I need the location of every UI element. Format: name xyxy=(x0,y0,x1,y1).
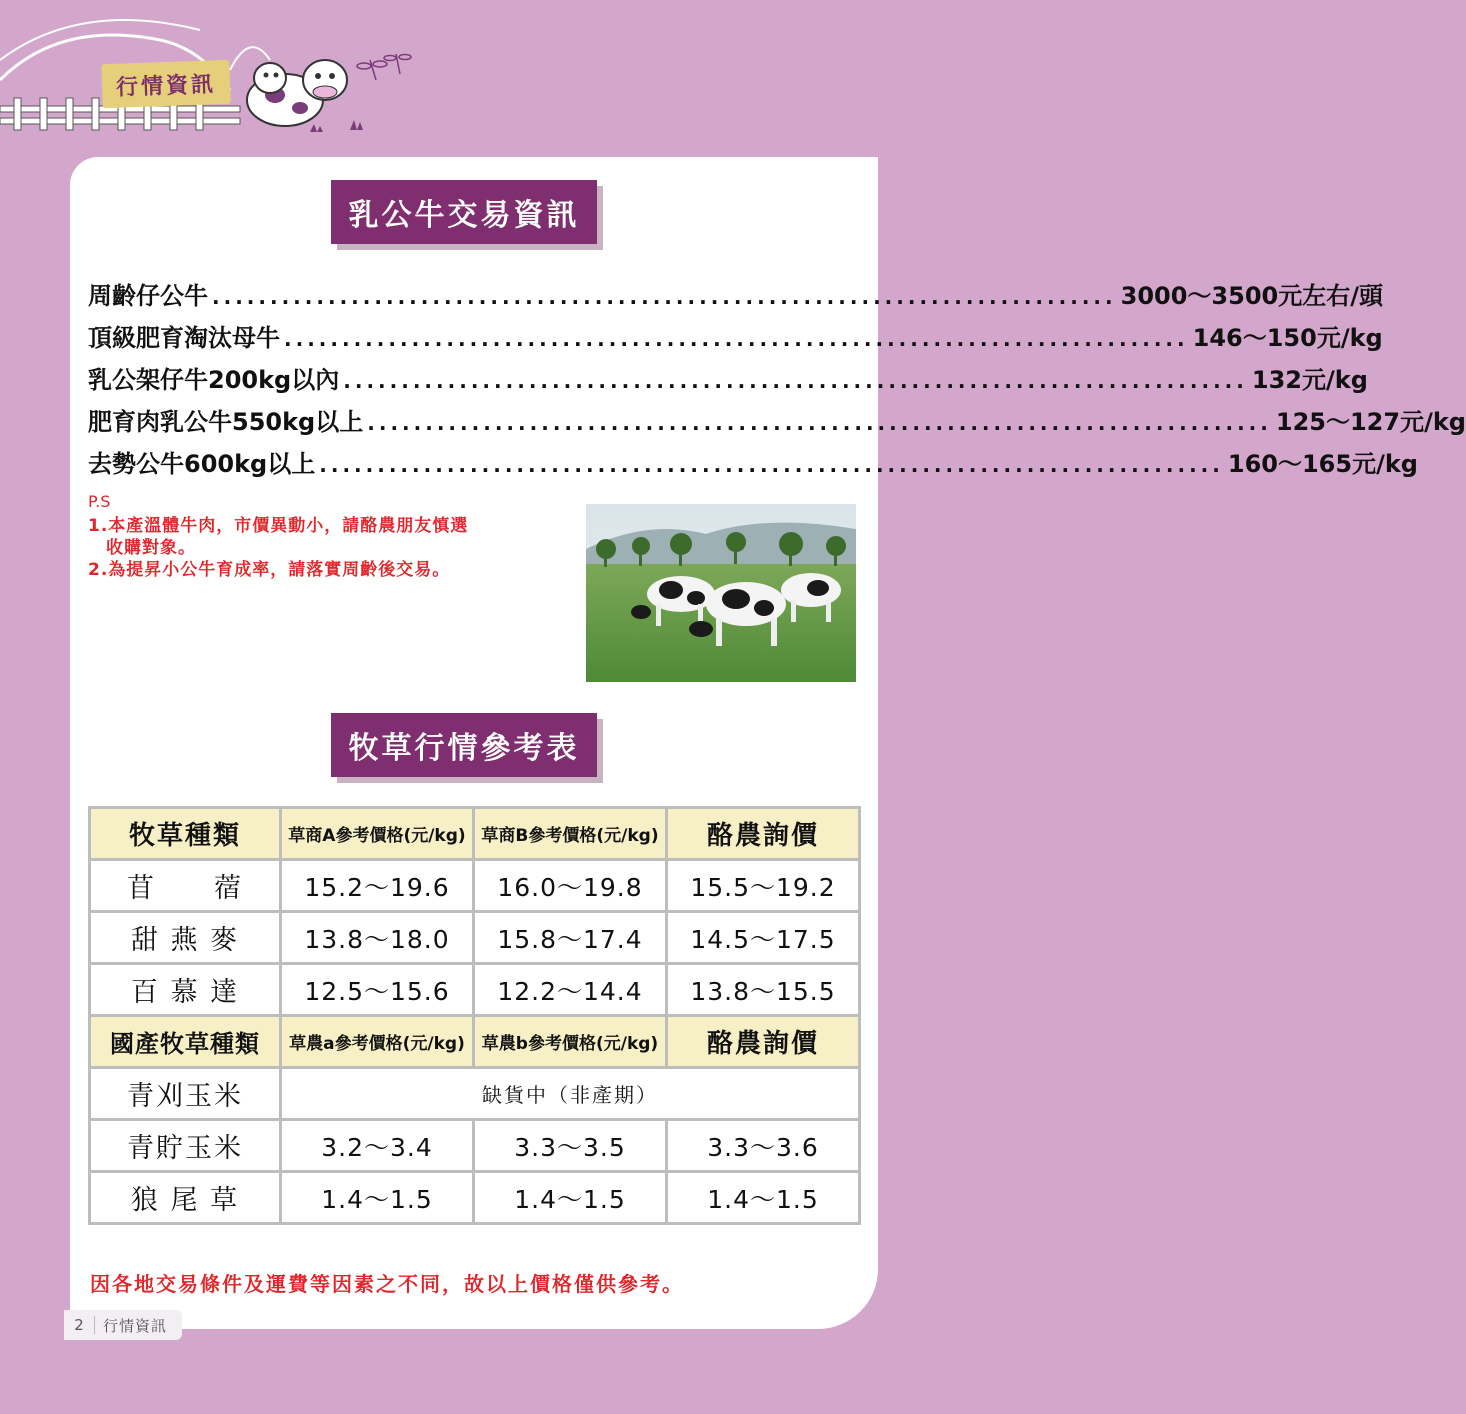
price-cell: 1.4～1.5 xyxy=(474,1172,667,1224)
forage-name: 青貯玉米 xyxy=(90,1120,281,1172)
price-name: 頂級肥育淘汰母牛 xyxy=(88,324,280,352)
page-number: 2 xyxy=(64,1316,95,1334)
price-name: 周齡仔公牛 xyxy=(88,282,208,310)
header-cell: 國產牧草種類 xyxy=(90,1016,281,1068)
forage-name: 苜 蓿 xyxy=(90,860,281,912)
table-row xyxy=(90,1172,860,1224)
price-value: 160～165元/kg xyxy=(1227,450,1418,478)
leader-dots: .............................................................................. xyxy=(319,453,1224,477)
price-name: 去勢公牛600kg以上 xyxy=(88,450,316,478)
header-cell: 酪農詢價 xyxy=(667,1016,860,1068)
header-cell: 草農a參考價格(元/kg) xyxy=(281,1016,474,1068)
header-cell: 草農b參考價格(元/kg) xyxy=(474,1016,667,1068)
ps-notes xyxy=(88,492,568,581)
price-cell: 15.8～17.4 xyxy=(474,912,667,964)
price-value: 3000～3500元左右/頭 xyxy=(1120,282,1383,310)
price-cell: 3.2～3.4 xyxy=(281,1120,474,1172)
leader-dots: .............................................................................. xyxy=(367,411,1272,435)
price-cell: 14.5～17.5 xyxy=(667,912,860,964)
price-cell: 1.4～1.5 xyxy=(667,1172,860,1224)
price-cell: 12.5～15.6 xyxy=(281,964,474,1016)
forage-section-title: 牧草行情參考表 xyxy=(331,713,597,777)
page-footer-tab xyxy=(64,1310,182,1340)
footnote: 因各地交易條件及運費等因素之不同，故以上價格僅供參考。 xyxy=(90,1272,684,1296)
cows-grazing-photo xyxy=(586,504,856,682)
price-cell: 3.3～3.6 xyxy=(667,1120,860,1172)
forage-name: 甜 燕 麥 xyxy=(90,912,281,964)
header-cell: 草商B參考價格(元/kg) xyxy=(474,808,667,860)
table-row xyxy=(90,860,860,912)
price-row xyxy=(88,360,1368,402)
forage-name: 狼 尾 草 xyxy=(90,1172,281,1224)
out-of-stock-cell: 缺貨中（非產期） xyxy=(281,1068,860,1120)
leader-dots: .............................................................................. xyxy=(343,369,1248,393)
cow-icon xyxy=(247,60,347,126)
price-cell: 13.8～15.5 xyxy=(667,964,860,1016)
price-value: 146～150元/kg xyxy=(1192,324,1383,352)
price-cell: 15.2～19.6 xyxy=(281,860,474,912)
header-cell: 酪農詢價 xyxy=(667,808,860,860)
bull-section-title: 乳公牛交易資訊 xyxy=(331,180,597,244)
header-cell: 牧草種類 xyxy=(90,808,281,860)
leader-dots: .............................................................................. xyxy=(212,285,1117,309)
note-line: 2.為提昇小公牛育成率，請落實周齡後交易。 xyxy=(88,560,451,580)
price-cell: 13.8～18.0 xyxy=(281,912,474,964)
note-line: 收購對象。 xyxy=(106,538,196,558)
price-cell: 1.4～1.5 xyxy=(281,1172,474,1224)
note-line: 1.本產溫體牛肉，市價異動小，請酪農朋友慎選 xyxy=(88,516,469,536)
header-cell: 草商A參考價格(元/kg) xyxy=(281,808,474,860)
table-header-row xyxy=(90,1016,860,1068)
forage-price-table xyxy=(88,806,861,1225)
table-row xyxy=(90,964,860,1016)
price-row xyxy=(88,444,1418,486)
bull-price-list xyxy=(88,276,1466,486)
price-cell: 16.0～19.8 xyxy=(474,860,667,912)
price-cell: 3.3～3.5 xyxy=(474,1120,667,1172)
dragonfly-icon xyxy=(357,54,411,80)
table-row xyxy=(90,1120,860,1172)
price-cell: 15.5～19.2 xyxy=(667,860,860,912)
forage-name: 百 慕 達 xyxy=(90,964,281,1016)
ps-label: P.S xyxy=(88,492,111,511)
price-value: 125～127元/kg xyxy=(1275,408,1466,436)
price-name: 乳公架仔牛200kg以內 xyxy=(88,366,340,394)
table-row xyxy=(90,912,860,964)
price-value: 132元/kg xyxy=(1251,366,1368,394)
header-tag: 行情資訊 xyxy=(101,60,230,108)
price-row xyxy=(88,402,1466,444)
grass-decoration xyxy=(310,120,363,132)
price-cell: 12.2～14.4 xyxy=(474,964,667,1016)
price-name: 肥育肉乳公牛550kg以上 xyxy=(88,408,364,436)
forage-name: 青刈玉米 xyxy=(90,1068,281,1120)
table-row xyxy=(90,1068,860,1120)
table-header-row xyxy=(90,808,860,860)
price-row xyxy=(88,318,1383,360)
footer-label: 行情資訊 xyxy=(103,1316,168,1335)
leader-dots: .............................................................................. xyxy=(284,327,1189,351)
price-row xyxy=(88,276,1383,318)
